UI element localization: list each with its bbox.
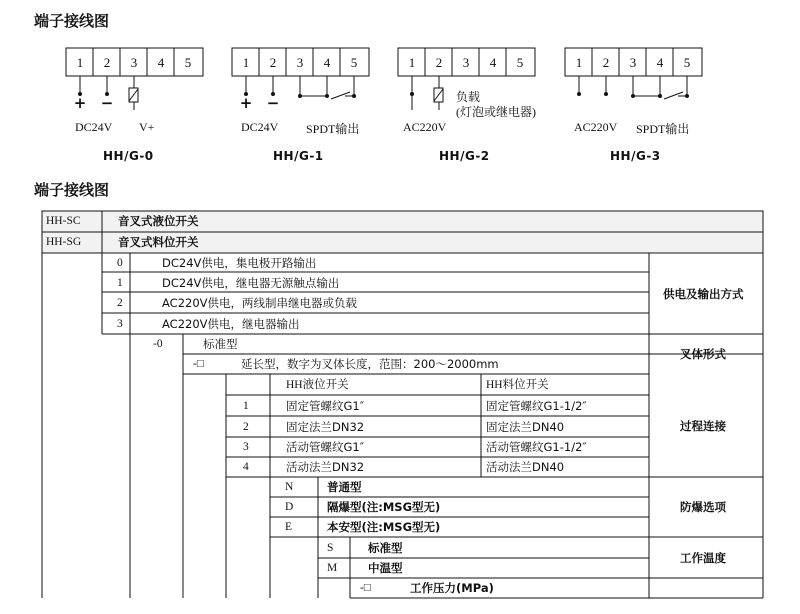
explosion-code-e: E (285, 521, 293, 533)
fork-code-standard: -0 (153, 338, 163, 350)
process-code-1: 1 (243, 400, 249, 412)
explosion-code-d: D (285, 501, 294, 513)
model-hh-g-1: HH/G-1 (273, 149, 324, 163)
process-material-1: 固定管螺纹G1-1/2″ (486, 399, 587, 413)
svg-text:5: 5 (516, 55, 524, 70)
svg-text:1: 1 (76, 55, 84, 70)
svg-text:2: 2 (269, 55, 277, 70)
section-title-ordering: 端子接线图 (34, 181, 110, 199)
temperature-category-label: 工作温度 (680, 551, 726, 565)
svg-text:1: 1 (575, 55, 583, 70)
fork-code-extended: -□ (193, 358, 204, 370)
svg-text:4: 4 (157, 55, 165, 70)
svg-text:5: 5 (184, 55, 192, 70)
minus-sign: − (100, 94, 114, 112)
supply-code-1: 1 (117, 277, 123, 289)
supply-code-0: 0 (117, 257, 123, 269)
g2-load-note: (灯泡或继电器) (456, 105, 536, 119)
temperature-code-m: M (327, 562, 338, 574)
process-category-label: 过程连接 (680, 419, 726, 433)
plus-sign: + (239, 94, 253, 112)
model-code-sc: HH-SC (46, 215, 81, 227)
process-code-4: 4 (243, 461, 249, 473)
svg-text:3: 3 (462, 55, 470, 70)
plus-sign: + (73, 94, 87, 112)
process-header-material: HH料位开关 (486, 379, 549, 391)
process-liquid-4: 活动法兰DN32 (286, 460, 365, 474)
model-name-sg: 音叉式料位开关 (118, 235, 199, 249)
temperature-code-s: S (327, 542, 334, 554)
svg-text:3: 3 (130, 55, 138, 70)
svg-text:4: 4 (489, 55, 497, 70)
process-code-3: 3 (243, 441, 249, 453)
svg-text:5: 5 (350, 55, 358, 70)
svg-text:2: 2 (602, 55, 610, 70)
explosion-code-n: N (285, 481, 294, 493)
process-material-3: 活动管螺纹G1-1/2″ (486, 440, 587, 454)
section-title-wiring: 端子接线图 (34, 12, 110, 30)
svg-text:1: 1 (408, 55, 416, 70)
g1-supply-label: DC24V (241, 120, 279, 134)
process-material-2: 固定法兰DN40 (486, 420, 565, 434)
temperature-desc-s: 标准型 (368, 541, 403, 555)
supply-desc-3: AC220V供电，继电器输出 (162, 317, 300, 331)
process-liquid-1: 固定管螺纹G1″ (286, 399, 365, 413)
fork-category-label: 叉体形式 (680, 347, 726, 361)
process-code-2: 2 (243, 421, 249, 433)
supply-desc-2: AC220V供电，两线制串继电器或负载 (162, 296, 358, 310)
explosion-desc-e: 本安型(注:MSG型无) (327, 520, 441, 534)
g1-output-label: SPDT输出 (306, 122, 360, 136)
fork-desc-standard: 标准型 (203, 337, 238, 351)
supply-desc-1: DC24V供电，继电器无源触点输出 (162, 276, 340, 290)
g2-supply-label: AC220V (403, 120, 447, 134)
svg-text:2: 2 (103, 55, 111, 70)
svg-text:3: 3 (629, 55, 637, 70)
explosion-desc-n: 普通型 (327, 480, 362, 494)
model-hh-g-2: HH/G-2 (439, 149, 490, 163)
process-material-4: 活动法兰DN40 (486, 460, 565, 474)
svg-text:1: 1 (242, 55, 250, 70)
process-header-liquid: HH液位开关 (286, 379, 349, 391)
g3-supply-label: AC220V (574, 120, 618, 134)
g2-load-label: 负载 (456, 90, 481, 104)
fork-desc-extended: 延长型，数字为叉体长度，范围：200～2000mm (241, 357, 499, 371)
supply-code-3: 3 (117, 318, 123, 330)
process-liquid-3: 活动管螺纹G1″ (286, 440, 365, 454)
supply-code-2: 2 (117, 297, 123, 309)
pressure-desc: 工作压力(MPa) (410, 581, 494, 595)
g0-supply-label: DC24V (75, 120, 113, 134)
svg-text:4: 4 (656, 55, 664, 70)
temperature-desc-m: 中温型 (368, 561, 403, 575)
model-hh-g-0: HH/G-0 (103, 149, 154, 163)
svg-text:2: 2 (435, 55, 443, 70)
svg-text:3: 3 (296, 55, 304, 70)
svg-text:5: 5 (683, 55, 691, 70)
explosion-desc-d: 隔爆型(注:MSG型无) (327, 500, 441, 514)
explosion-category-label: 防爆选项 (680, 500, 726, 514)
model-hh-g-3: HH/G-3 (610, 149, 661, 163)
g3-output-label: SPDT输出 (636, 122, 690, 136)
model-name-sc: 音叉式液位开关 (118, 214, 199, 228)
supply-desc-0: DC24V供电，集电极开路输出 (162, 256, 317, 270)
supply-category-label: 供电及输出方式 (663, 287, 744, 301)
g0-vplus-label: V+ (139, 120, 155, 134)
svg-text:4: 4 (323, 55, 331, 70)
minus-sign: − (266, 94, 280, 112)
pressure-code: -□ (360, 582, 371, 594)
process-liquid-2: 固定法兰DN32 (286, 420, 365, 434)
model-code-sg: HH-SG (46, 236, 82, 248)
